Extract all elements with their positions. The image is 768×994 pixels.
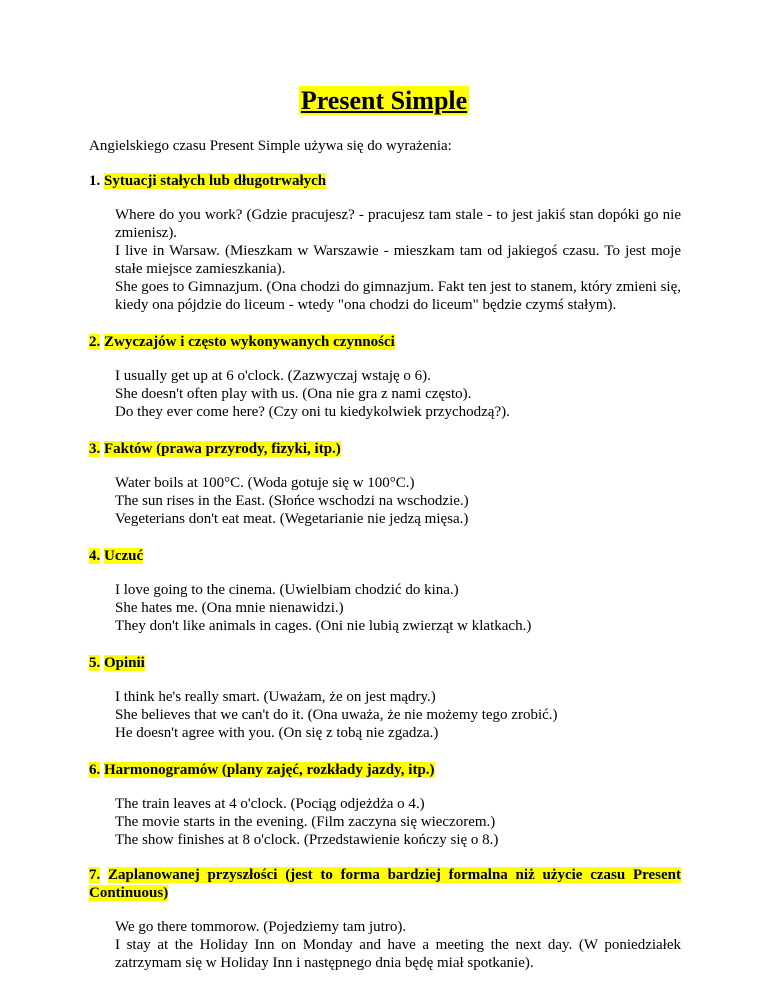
section-1 bbox=[89, 172, 681, 314]
section-examples bbox=[89, 206, 681, 314]
section-examples bbox=[89, 918, 681, 972]
example-sentence: The movie starts in the evening. (Film zaczyna się wieczorem.) bbox=[115, 814, 496, 830]
example-sentence: He doesn't agree with you. (On się z tobą nie zgadza.) bbox=[115, 725, 439, 741]
section-heading bbox=[89, 172, 681, 190]
section-number: 7. bbox=[89, 867, 101, 883]
example-sentence: The show finishes at 8 o'clock. (Przedstawienie kończy się o 8.) bbox=[115, 832, 499, 848]
example-sentence: She doesn't often play with us. (Ona nie gra z nami często). bbox=[115, 386, 472, 402]
section-heading bbox=[89, 761, 681, 779]
title-container bbox=[0, 86, 768, 116]
example-sentence: The train leaves at 4 o'clock. (Pociąg odjeżdża o 4.) bbox=[115, 796, 425, 812]
example-sentence: The sun rises in the East. (Słońce wschodzi na wschodzie.) bbox=[115, 493, 469, 509]
section-heading-text: Zwyczajów i często wykonywanych czynności bbox=[104, 334, 395, 350]
example-sentence: Where do you work? (Gdzie pracujesz? - pracujesz tam stale - to jest jakiś stan dopóki go nie zmienisz). bbox=[115, 207, 681, 241]
section-heading-text: Harmonogramów (plany zajęć, rozkłady jazdy, itp.) bbox=[104, 762, 435, 778]
section-heading bbox=[89, 866, 681, 902]
example-sentence: Water boils at 100°C. (Woda gotuje się w 100°C.) bbox=[115, 475, 415, 491]
section-examples bbox=[89, 474, 681, 528]
example-sentence: I stay at the Holiday Inn on Monday and have a meeting the next day. (W poniedziałek zatrzymam się w Holiday Inn i następnego dnia będę miał spotkanie). bbox=[115, 937, 681, 971]
section-number: 5. bbox=[89, 655, 101, 671]
example-sentence: I live in Warsaw. (Mieszkam w Warszawie - mieszkam tam od jakiegoś czasu. To jest moje stałe miejsce zamieszkania). bbox=[115, 243, 681, 277]
section-heading bbox=[89, 333, 681, 351]
section-number: 1. bbox=[89, 173, 101, 189]
section-examples bbox=[89, 688, 681, 742]
example-sentence: They don't like animals in cages. (Oni nie lubią zwierząt w klatkach.) bbox=[115, 618, 532, 634]
section-examples bbox=[89, 795, 681, 849]
example-sentence: I think he's really smart. (Uważam, że on jest mądry.) bbox=[115, 689, 436, 705]
example-sentence: She hates me. (Ona mnie nienawidzi.) bbox=[115, 600, 344, 616]
section-7 bbox=[89, 866, 681, 972]
section-number: 2. bbox=[89, 334, 101, 350]
section-heading-text: Faktów (prawa przyrody, fizyki, itp.) bbox=[104, 441, 341, 457]
section-heading bbox=[89, 547, 681, 565]
example-sentence: She believes that we can't do it. (Ona uważa, że nie możemy tego zrobić.) bbox=[115, 707, 558, 723]
section-number: 4. bbox=[89, 548, 101, 564]
section-6 bbox=[89, 761, 681, 849]
section-heading bbox=[89, 440, 681, 458]
example-sentence: She goes to Gimnazjum. (Ona chodzi do gimnazjum. Fakt ten jest to stanem, który zmieni się, kiedy ona pójdzie do liceum - wtedy "ona chodzi do liceum" będzie czymś stałym). bbox=[115, 279, 681, 313]
page-title: Present Simple bbox=[300, 86, 468, 115]
example-sentence: We go there tommorow. (Pojedziemy tam jutro). bbox=[115, 919, 407, 935]
section-2 bbox=[89, 333, 681, 421]
example-sentence: Vegeterians don't eat meat. (Wegetarianie nie jedzą mięsa.) bbox=[115, 511, 469, 527]
section-examples bbox=[89, 367, 681, 421]
intro-text: Angielskiego czasu Present Simple używa się do wyrażenia: bbox=[89, 138, 452, 154]
section-5 bbox=[89, 654, 681, 742]
sections-list bbox=[89, 172, 681, 972]
section-3 bbox=[89, 440, 681, 528]
example-sentence: I usually get up at 6 o'clock. (Zazwyczaj wstaję o 6). bbox=[115, 368, 431, 384]
section-heading-text: Zaplanowanej przyszłości (jest to forma bardziej formalna niż użycie czasu Present Continuous) bbox=[89, 867, 681, 901]
section-number: 6. bbox=[89, 762, 101, 778]
section-number: 3. bbox=[89, 441, 101, 457]
section-4 bbox=[89, 547, 681, 635]
section-examples bbox=[89, 581, 681, 635]
section-heading-text: Uczuć bbox=[104, 548, 144, 564]
section-heading-text: Opinii bbox=[104, 655, 145, 671]
section-heading-text: Sytuacji stałych lub długotrwałych bbox=[104, 173, 327, 189]
section-heading bbox=[89, 654, 681, 672]
example-sentence: I love going to the cinema. (Uwielbiam chodzić do kina.) bbox=[115, 582, 459, 598]
example-sentence: Do they ever come here? (Czy oni tu kiedykolwiek przychodzą?). bbox=[115, 404, 510, 420]
